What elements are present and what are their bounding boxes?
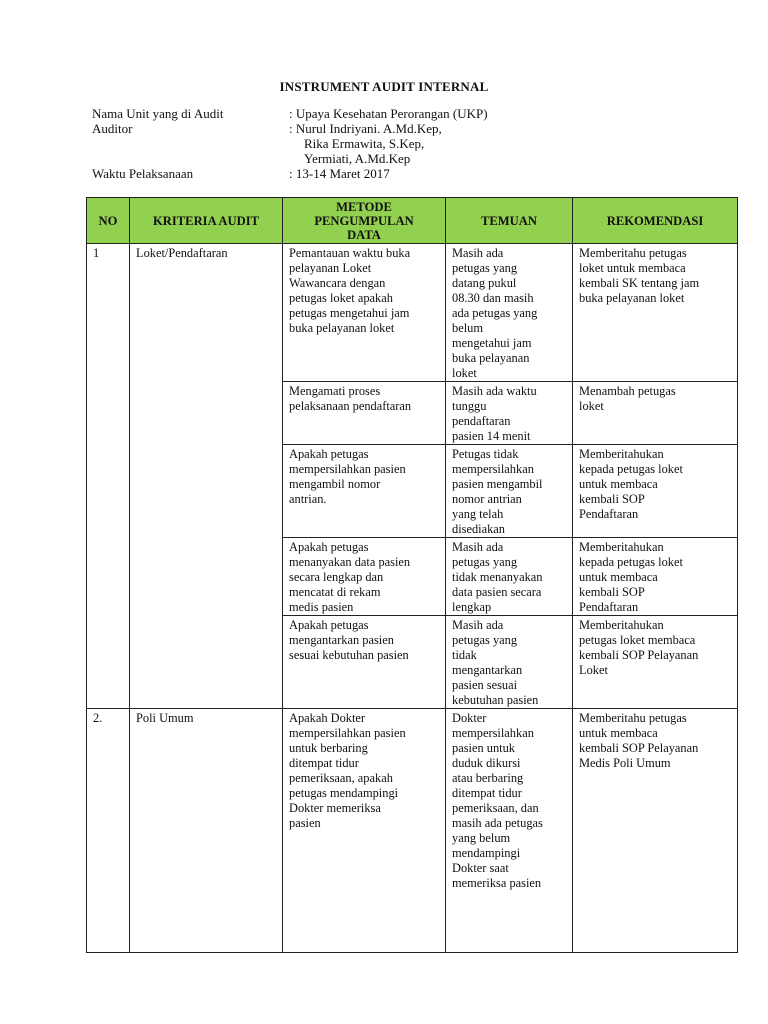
cell-kriteria: Poli Umum xyxy=(130,709,283,953)
cell-rekomendasi: Memberitahukan petugas loket membaca kembali SOP Pelayanan Loket xyxy=(573,616,738,709)
unit-value: : Upaya Kesehatan Perorangan (UKP) xyxy=(289,106,488,121)
header-metode: METODE PENGUMPULAN DATA xyxy=(283,198,446,244)
cell-metode: Apakah petugas menanyakan data pasien secara lengkap dan mencatat di rekam medis pasien xyxy=(283,538,446,616)
audit-table xyxy=(86,197,738,953)
unit-label: Nama Unit yang di Audit xyxy=(92,106,224,121)
cell-temuan: Masih ada petugas yang tidak menanyakan data pasien secara lengkap xyxy=(446,538,573,616)
cell-temuan: Masih ada petugas yang tidak mengantarkan pasien sesuai kebutuhan pasien xyxy=(446,616,573,709)
cell-no: 2. xyxy=(87,709,130,953)
cell-temuan: Masih ada waktu tunggu pendaftaran pasien 14 menit xyxy=(446,382,573,445)
cell-rekomendasi: Memberitahu petugas untuk membaca kembali SOP Pelayanan Medis Poli Umum xyxy=(573,709,738,953)
header-kriteria: KRITERIA AUDIT xyxy=(130,198,283,244)
cell-metode: Pemantauan waktu buka pelayanan Loket Wawancara dengan petugas loket apakah petugas mengetahui jam buka pelayanan loket xyxy=(283,244,446,382)
auditor-name-1: : Nurul Indriyani. A.Md.Kep, xyxy=(289,121,442,136)
table-row xyxy=(87,709,738,953)
waktu-label: Waktu Pelaksanaan xyxy=(92,166,194,181)
cell-temuan: Petugas tidak mempersilahkan pasien mengambil nomor antrian yang telah disediakan xyxy=(446,445,573,538)
document-title: INSTRUMENT AUDIT INTERNAL xyxy=(279,79,489,94)
header-no: NO xyxy=(87,198,130,244)
cell-temuan: Dokter mempersilahkan pasien untuk duduk dikursi atau berbaring ditempat tidur pemeriksaan, dan masih ada petugas yang belum mendampingi Dokter saat memeriksa pasien xyxy=(446,709,573,953)
header-temuan: TEMUAN xyxy=(446,198,573,244)
cell-rekomendasi: Menambah petugas loket xyxy=(573,382,738,445)
auditor-name-3: Yermiati, A.Md.Kep xyxy=(304,151,411,166)
cell-metode: Apakah Dokter mempersilahkan pasien untuk berbaring ditempat tidur pemeriksaan, apakah petugas mendampingi Dokter memeriksa pasien xyxy=(283,709,446,953)
cell-rekomendasi: Memberitahukan kepada petugas loket untuk membaca kembali SOP Pendaftaran xyxy=(573,445,738,538)
cell-metode: Apakah petugas mempersilahkan pasien mengambil nomor antrian. xyxy=(283,445,446,538)
cell-metode: Mengamati proses pelaksanaan pendaftaran xyxy=(283,382,446,445)
waktu-value: : 13-14 Maret 2017 xyxy=(289,166,390,181)
cell-rekomendasi: Memberitahukan kepada petugas loket untuk membaca kembali SOP Pendaftaran xyxy=(573,538,738,616)
cell-rekomendasi: Memberitahu petugas loket untuk membaca kembali SK tentang jam buka pelayanan loket xyxy=(573,244,738,382)
cell-temuan: Masih ada petugas yang datang pukul 08.30 dan masih ada petugas yang belum mengetahui jam buka pelayanan loket xyxy=(446,244,573,382)
header-rekomendasi: REKOMENDASI xyxy=(573,198,738,244)
table-header-row xyxy=(87,198,738,244)
cell-metode: Apakah petugas mengantarkan pasien sesuai kebutuhan pasien xyxy=(283,616,446,709)
auditor-label: Auditor xyxy=(92,121,133,136)
auditor-name-2: Rika Ermawita, S.Kep, xyxy=(304,136,425,151)
table-row xyxy=(87,244,738,382)
cell-no: 1 xyxy=(87,244,130,709)
cell-kriteria: Loket/Pendaftaran xyxy=(130,244,283,709)
